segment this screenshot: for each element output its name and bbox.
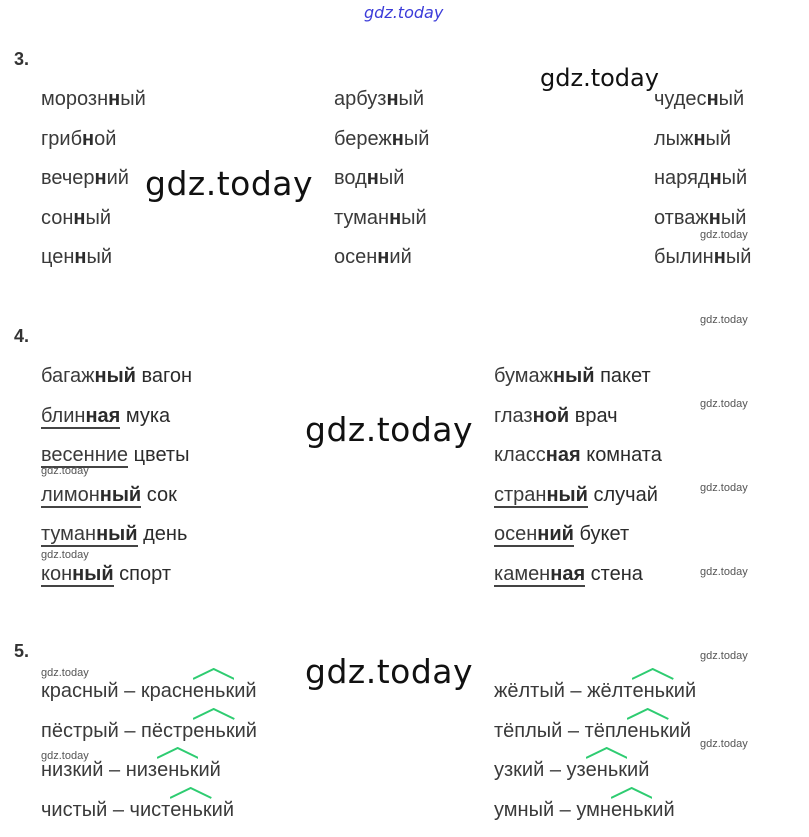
word-start: осен xyxy=(334,246,378,268)
adjective xyxy=(494,444,581,466)
word-ending: ий xyxy=(234,680,257,702)
adjective-stem: стран xyxy=(494,483,547,506)
word-ending: ый xyxy=(120,88,146,110)
noun: день xyxy=(137,523,188,545)
adjective-ending: ная xyxy=(550,562,586,585)
word-ending: ый xyxy=(403,127,430,150)
word-highlight: н xyxy=(389,206,402,229)
adjective xyxy=(494,484,588,508)
word-start: наряд xyxy=(654,167,710,189)
ex3-word xyxy=(41,87,146,111)
word-start: лыж xyxy=(654,127,694,150)
watermark-small: gdz.today xyxy=(700,314,748,326)
ex3-word xyxy=(334,245,412,269)
word-ending: ий xyxy=(668,719,692,742)
word-highlight: н xyxy=(108,88,121,110)
word-ending: ый xyxy=(398,88,425,110)
adjective-ending: ная xyxy=(85,404,121,427)
word-start: береж xyxy=(334,127,392,150)
word-ending: ий xyxy=(106,167,129,189)
word-start: арбуз xyxy=(334,88,387,110)
word-start: отваж xyxy=(654,206,709,229)
word-start: гриб xyxy=(41,127,83,150)
word-ending: ый xyxy=(725,246,752,268)
adjective xyxy=(41,484,141,508)
exercise-3-number: 3. xyxy=(14,49,30,69)
suffix-text: еньк xyxy=(610,798,653,821)
word-highlight: н xyxy=(708,206,721,229)
adjective xyxy=(41,405,120,429)
suffix-text: еньк xyxy=(157,759,199,781)
suffix-mark-icon xyxy=(586,747,627,759)
watermark-top: gdz.today xyxy=(364,3,444,22)
watermark-large: gdz.today xyxy=(145,164,314,203)
watermark-large: gdz.today xyxy=(305,410,474,449)
adjective-stem: лимон xyxy=(41,483,100,506)
watermark-small: gdz.today xyxy=(41,465,89,477)
ex3-word xyxy=(41,166,129,190)
word-highlight: н xyxy=(73,206,86,229)
suffix-mark-icon xyxy=(170,787,211,799)
word-ending: ый xyxy=(85,206,112,229)
ex3-word xyxy=(334,206,427,230)
ex3-word xyxy=(334,166,404,190)
suffix-text: еньк xyxy=(627,719,669,742)
noun: пакет xyxy=(594,365,651,387)
suffix-mark-icon xyxy=(193,668,234,680)
adjective-stem: глаз xyxy=(494,404,533,427)
ex4-phrase xyxy=(41,364,192,388)
ex3-word xyxy=(654,127,731,151)
word-highlight: н xyxy=(391,127,404,150)
suffix xyxy=(611,798,652,822)
word-start: вечер xyxy=(41,167,95,189)
watermark-small: gdz.today xyxy=(41,667,89,679)
suffix-mark-icon xyxy=(627,708,668,720)
word-base: красный – красн xyxy=(41,680,193,702)
watermark-small: gdz.today xyxy=(41,750,89,762)
word-start: сон xyxy=(41,206,74,229)
adjective xyxy=(494,405,569,427)
ex4-phrase xyxy=(41,522,187,546)
word-ending: ый xyxy=(720,206,747,229)
word-highlight: н xyxy=(709,167,722,189)
watermark-small: gdz.today xyxy=(700,738,748,750)
word-highlight: н xyxy=(74,246,87,268)
adjective xyxy=(494,523,574,547)
adjective-ending: ный xyxy=(72,562,114,585)
ex3-word xyxy=(654,245,751,269)
word-ending: ый xyxy=(86,246,113,268)
word-ending: ий xyxy=(652,798,675,821)
ex4-phrase xyxy=(494,443,662,467)
adjective xyxy=(41,365,136,387)
suffix xyxy=(157,758,198,782)
word-start: вод xyxy=(334,167,367,189)
suffix xyxy=(193,679,234,703)
ex4-phrase xyxy=(41,483,177,507)
noun: сок xyxy=(141,483,177,506)
adjective xyxy=(41,523,138,547)
suffix-text: еньк xyxy=(193,719,235,742)
adjective-ending: ный xyxy=(553,365,595,387)
word-ending: ий xyxy=(211,798,234,821)
noun: букет xyxy=(573,523,630,545)
adjective-stem: камен xyxy=(494,562,551,585)
ex5-pair xyxy=(41,719,257,743)
suffix-mark-icon xyxy=(632,668,673,680)
suffix-mark-icon xyxy=(193,708,234,720)
ex4-phrase xyxy=(41,562,171,586)
ex3-word xyxy=(654,166,747,190)
word-highlight: н xyxy=(713,246,726,268)
suffix-text: еньк xyxy=(192,680,235,702)
watermark-small: gdz.today xyxy=(700,566,748,578)
ex4-phrase xyxy=(494,562,643,586)
noun: вагон xyxy=(135,365,193,387)
adjective xyxy=(494,563,585,587)
word-ending: ий xyxy=(389,246,412,268)
ex4-phrase xyxy=(41,404,170,428)
word-start: туман xyxy=(334,206,390,229)
ex5-pair xyxy=(41,679,257,703)
word-start: морозн xyxy=(41,88,109,110)
watermark-small: gdz.today xyxy=(700,482,748,494)
word-highlight: н xyxy=(366,167,379,189)
adjective-ending: ний xyxy=(537,523,574,545)
word-ending: ий xyxy=(198,759,221,781)
word-highlight: н xyxy=(377,246,390,268)
word-start: былин xyxy=(654,246,714,268)
word-ending: ий xyxy=(234,719,257,742)
ex4-phrase xyxy=(494,483,658,507)
ex3-word xyxy=(334,87,424,111)
word-ending: ий xyxy=(673,680,697,702)
word-ending: ой xyxy=(94,127,117,150)
ex3-word xyxy=(334,127,429,151)
ex3-word xyxy=(41,245,112,269)
adjective-stem: туман xyxy=(41,523,97,545)
suffix xyxy=(586,758,627,782)
word-base: пёстрый – пёстр xyxy=(41,719,194,742)
ex5-pair xyxy=(494,719,691,743)
watermark-small: gdz.today xyxy=(700,398,748,410)
word-ending: ый xyxy=(401,206,427,229)
word-highlight: н xyxy=(82,127,95,150)
word-highlight: н xyxy=(706,88,719,110)
adjective-stem: весен xyxy=(41,444,95,466)
ex4-phrase xyxy=(41,443,189,467)
watermark-small: gdz.today xyxy=(700,650,748,662)
suffix-text: еньк xyxy=(585,759,628,781)
noun: мука xyxy=(120,404,171,427)
exercise-4-number: 4. xyxy=(14,326,30,346)
noun: спорт xyxy=(113,562,171,585)
word-base: чистый – чист xyxy=(41,798,171,821)
word-ending: ый xyxy=(378,167,405,189)
adjective xyxy=(494,365,595,387)
adjective-stem: класс xyxy=(494,444,546,466)
suffix-mark-icon xyxy=(611,787,652,799)
exercise-5-number: 5. xyxy=(14,641,30,661)
word-ending: ый xyxy=(718,88,745,110)
adjective-stem: кон xyxy=(41,562,73,585)
noun: врач xyxy=(569,404,618,427)
ex3-word xyxy=(654,206,746,230)
adjective-ending: ный xyxy=(94,365,136,387)
noun: случай xyxy=(587,483,658,506)
word-highlight: н xyxy=(94,167,107,189)
suffix xyxy=(170,798,211,822)
word-base: умный – умн xyxy=(494,798,611,821)
ex5-pair xyxy=(494,758,649,782)
word-ending: ый xyxy=(721,167,748,189)
ex3-word xyxy=(41,206,111,230)
suffix-mark-icon xyxy=(157,747,198,759)
ex5-pair xyxy=(494,679,696,703)
watermark-small: gdz.today xyxy=(41,549,89,561)
word-base: жёлтый – жёлт xyxy=(494,680,633,702)
suffix xyxy=(193,719,234,743)
adjective-ending: ный xyxy=(96,523,138,545)
word-base: низкий – низ xyxy=(41,759,158,781)
noun: комната xyxy=(580,444,662,466)
word-start: цен xyxy=(41,246,75,268)
word-highlight: н xyxy=(693,127,706,150)
suffix xyxy=(627,719,668,743)
adjective-ending: ной xyxy=(532,404,570,427)
ex3-word xyxy=(654,87,744,111)
adjective-ending: ная xyxy=(545,444,581,466)
suffix-text: еньк xyxy=(170,798,212,821)
ex4-phrase xyxy=(494,522,629,546)
ex4-phrase xyxy=(494,364,651,388)
adjective-ending: ный xyxy=(546,483,588,506)
adjective xyxy=(41,563,114,587)
suffix xyxy=(632,679,673,703)
adjective-ending: ный xyxy=(99,483,142,506)
ex5-pair xyxy=(494,798,675,822)
ex3-word xyxy=(41,127,116,151)
adjective-stem: багаж xyxy=(41,365,95,387)
word-ending: ый xyxy=(705,127,732,150)
adjective-ending: ние xyxy=(94,444,129,466)
watermark-large: gdz.today xyxy=(305,652,474,691)
suffix-text: еньк xyxy=(632,680,674,702)
adjective-stem: осен xyxy=(494,523,538,545)
word-highlight: н xyxy=(386,88,399,110)
ex4-phrase xyxy=(494,404,618,428)
ex5-pair xyxy=(41,798,234,822)
word-base: тёплый – тёпл xyxy=(494,719,628,742)
word-base: узкий – уз xyxy=(494,759,586,781)
watermark-small: gdz.today xyxy=(700,229,748,241)
noun: цветы xyxy=(128,444,190,466)
adjective-stem: бумаж xyxy=(494,365,554,387)
noun: стена xyxy=(585,562,643,585)
watermark-medium: gdz.today xyxy=(540,64,659,92)
word-start: чудес xyxy=(654,88,707,110)
adjective-stem: блин xyxy=(41,404,86,427)
word-ending: ий xyxy=(627,759,650,781)
